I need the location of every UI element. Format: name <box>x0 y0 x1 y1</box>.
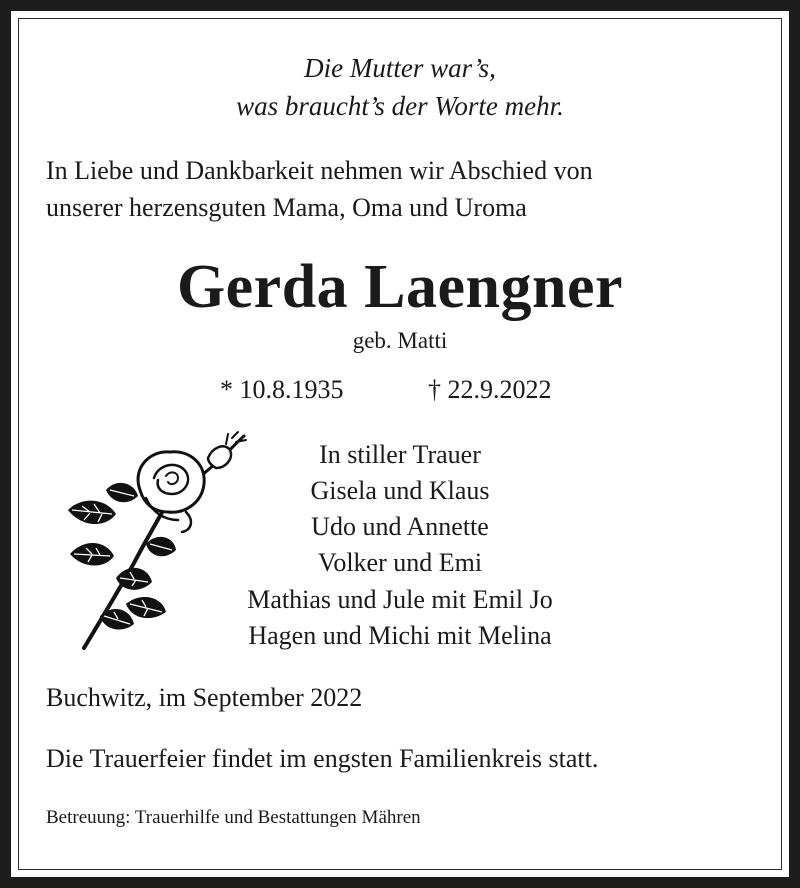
quote-line-2: was braucht’s der Worte mehr. <box>236 91 564 121</box>
undertaker-credit: Betreuung: Trauerhilfe und Bestattungen Mähren <box>46 807 421 828</box>
intro-line-2: unserer herzensguten Mama, Oma und Uroma <box>46 193 527 222</box>
mourners-heading: In stiller Trauer <box>319 440 481 469</box>
intro-line-1: In Liebe und Dankbarkeit nehmen wir Abschied von <box>46 156 593 185</box>
place-date: Buchwitz, im September 2022 <box>46 683 363 712</box>
mourner-line: Udo und Annette <box>311 512 489 541</box>
mourner-line: Hagen und Michi mit Melina <box>248 621 552 650</box>
mourner-line: Volker und Emi <box>317 548 483 577</box>
deceased-name: Gerda Laengner <box>176 253 624 321</box>
mourner-line: Mathias und Jule mit Emil Jo <box>247 585 553 614</box>
death-date: † 22.9.2022 <box>428 375 552 404</box>
life-dates <box>0 372 800 408</box>
birth-name: geb. Matti <box>352 328 448 353</box>
funeral-note: Die Trauerfeier findet im engsten Familienkreis statt. <box>46 744 599 773</box>
birth-date: * 10.8.1935 <box>220 375 344 404</box>
mourner-line: Gisela und Klaus <box>310 476 490 505</box>
quote-line-1: Die Mutter war’s, <box>304 53 496 83</box>
